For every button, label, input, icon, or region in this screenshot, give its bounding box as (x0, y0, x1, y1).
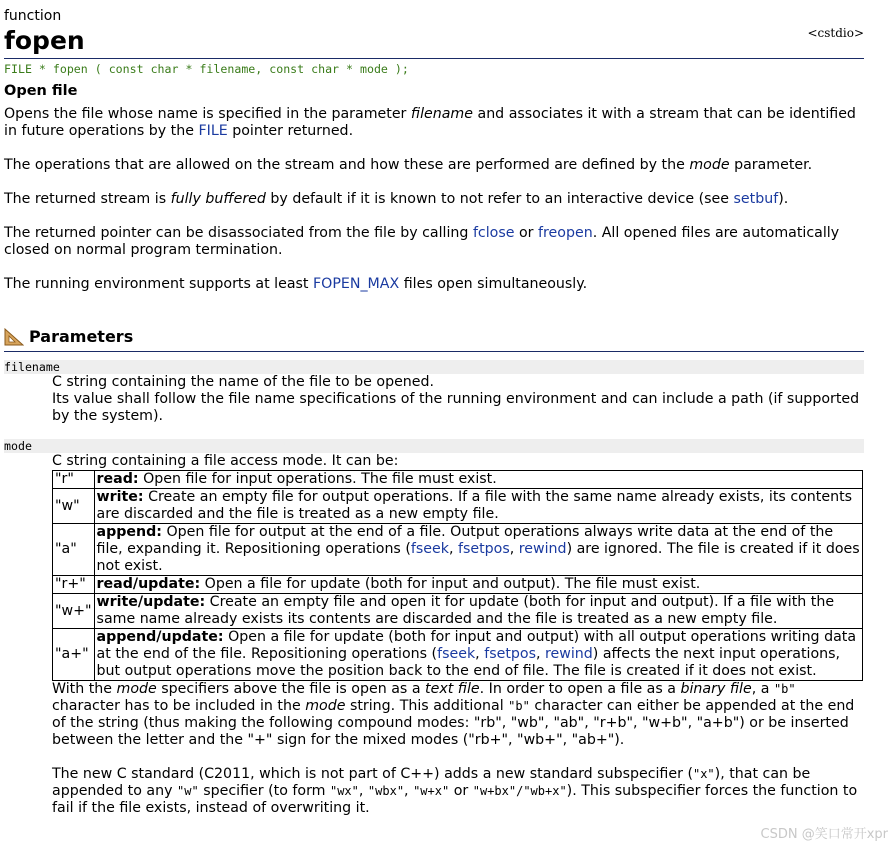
c2011-note: The new C standard (C2011, which is not part of C++) adds a new standard subspecifier ("x"), that can be appended to any "w" specifier (to form "wx", "wbx", "w+x" or "w+bx"/"wb+x"). This subspecifier forces the function to fail if the file exists, instead of overwriting it. (52, 766, 858, 816)
section-ruler-icon (4, 328, 24, 346)
link-setbuf[interactable]: setbuf (733, 191, 779, 207)
table-row: "r+" read/update: Open a file for update (both for input and output). The file must exist. (53, 576, 863, 594)
link-fsetpos[interactable]: fsetpos (484, 646, 536, 662)
function-prototype: FILE * fopen ( const char * filename, const char * mode ); (4, 58, 864, 76)
reference-page (4, 8, 864, 817)
function-summary: Open file (4, 83, 78, 99)
binary-mode-note: With the mode specifiers above the file is open as a text file. In order to open a file as a binary file, a "b" character has to be included in the mode string. This additional "b" character can either be appended at the end of the string (thus making the following compound modes: "rb", "wb", "ab", "r+b", "w+b", "a+b") or be inserted between the letter and the "+" sign for the mixed modes ("rb+", "wb+", "ab+"). (52, 681, 855, 748)
intro-paragraph-5: The running environment supports at least FOPEN_MAX files open simultaneously. (4, 276, 588, 292)
watermark: CSDN @笑口常开xpr (760, 827, 888, 842)
link-rewind[interactable]: rewind (545, 646, 593, 662)
table-row: "w" write: Create an empty file for output operations. If a file with the same name already exists, its contents are discarded and the file is treated as a new empty file. (53, 489, 863, 524)
intro-paragraph-2: The operations that are allowed on the stream and how these are performed are defined by the mode parameter. (4, 157, 813, 173)
link-fseek[interactable]: fseek (437, 646, 476, 662)
table-row: "w+" write/update: Create an empty file and open it for update (both for input and output). If a file with the same name already exists its contents are discarded and the file is treated as a new empty file. (53, 594, 863, 629)
table-row: "a" append: Open file for output at the end of a file. Output operations always write data at the end of the file, expanding it. Repositioning operations (fseek, fsetpos, rewind) are ignored. The file is created if it does not exist. (53, 524, 863, 576)
param-desc-mode-intro: C string containing a file access mode. It can be: (52, 453, 399, 469)
intro-paragraph-1: Opens the file whose name is specified in the parameter filename and associates it with a stream that can be identified in future operations by the FILE pointer returned. (4, 106, 856, 139)
parameters-heading: Parameters (4, 327, 864, 347)
table-row: "r" read: Open file for input operations. The file must exist. (53, 471, 863, 489)
param-desc-filename: C string containing the name of the file to be opened. Its value shall follow the file name specifications of the running environment and can include a path (if supported by the system). (52, 374, 860, 424)
link-fseek[interactable]: fseek (410, 541, 449, 557)
mode-table (52, 470, 863, 681)
header-library-link[interactable]: <cstdio> (807, 26, 864, 40)
link-freopen[interactable]: freopen (538, 225, 593, 241)
table-row: "a+" append/update: Open a file for update (both for input and output) with all output operations writing data at the end of the file. Repositioning operations (fseek, fsetpos, rewind) affects the next input operations, but output operations move the position back to the end of file. The file is created if it does not exist. (53, 629, 863, 681)
parameters-divider (4, 351, 864, 352)
param-name-mode: mode (4, 439, 864, 453)
link-fsetpos[interactable]: fsetpos (457, 541, 510, 557)
link-FOPEN_MAX[interactable]: FOPEN_MAX (313, 276, 400, 292)
link-FILE[interactable]: FILE (198, 123, 228, 139)
page-title: fopen (4, 26, 85, 55)
intro-paragraph-4: The returned pointer can be disassociated from the file by calling fclose or freopen. All opened files are automatically closed on normal program termination. (4, 225, 840, 258)
intro-paragraph-3: The returned stream is fully buffered by default if it is known to not refer to an interactive device (see setbuf). (4, 191, 789, 207)
param-name-filename: filename (4, 360, 864, 374)
link-rewind[interactable]: rewind (518, 541, 567, 557)
entity-kind: function (4, 8, 62, 24)
link-fclose[interactable]: fclose (472, 225, 515, 241)
